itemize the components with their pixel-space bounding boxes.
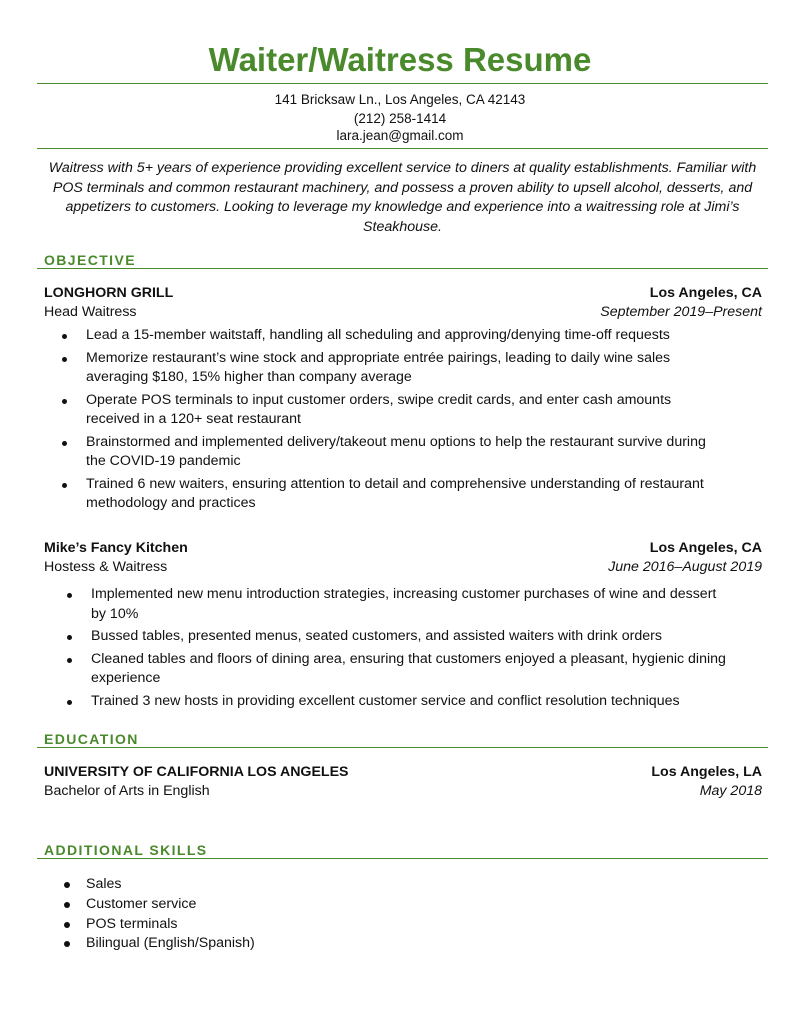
list-item (86, 433, 726, 472)
bullet-text: Cleaned tables and floors of dining area, ensuring that customers enjoyed a pleasant, hygienic dining experience (91, 650, 726, 686)
bullet-icon (67, 635, 72, 640)
list-item (91, 692, 731, 712)
section-heading-objective: OBJECTIVE (44, 252, 136, 268)
job-location: Los Angeles, CA (649, 540, 762, 556)
job-subheader-1 (44, 302, 762, 322)
contact-address: 141 Bricksaw Ln., Los Angeles, CA 42143 (274, 92, 526, 107)
job-dates: June 2016–August 2019 (608, 559, 762, 575)
job-subheader-2 (44, 557, 762, 577)
skills-list (86, 875, 486, 954)
bullet-text: Bussed tables, presented menus, seated customers, and assisted waiters with drink orders (91, 628, 662, 644)
bullet-text: Brainstormed and implemented delivery/takeout menu options to help the restaurant survive during the COVID-19 pandemic (86, 433, 706, 469)
job-employer: LONGHORN GRILL (44, 285, 174, 301)
title-divider (37, 83, 768, 84)
bullet-text: Memorize restaurant’s wine stock and appropriate entrée pairings, leading to daily wine sales averaging $180, 15% higher than company average (86, 349, 671, 385)
contact-email: lara.jean@gmail.com (336, 128, 464, 143)
bullet-icon (64, 882, 70, 888)
skill-text: Sales (86, 876, 122, 892)
list-item (91, 650, 731, 689)
bullet-icon (62, 399, 67, 404)
list-item (91, 627, 731, 647)
objective-divider (37, 268, 768, 269)
bullet-text: Lead a 15-member waitstaff, handling all scheduling and approving/denying time-off requests (86, 327, 670, 343)
graduation-date: May 2018 (699, 783, 762, 799)
skill-text: POS terminals (86, 915, 178, 932)
degree: Bachelor of Arts in English (44, 783, 210, 799)
list-item (86, 895, 486, 915)
list-item (86, 934, 486, 954)
job-dates: September 2019–Present (600, 304, 762, 320)
bullet-icon (62, 441, 67, 446)
bullet-icon (64, 902, 70, 908)
contact-phone: (212) 258-1414 (353, 111, 447, 126)
skill-text: Bilingual (English/Spanish) (86, 935, 255, 952)
list-item (86, 349, 726, 388)
bullet-icon (67, 593, 72, 598)
list-item (86, 326, 726, 346)
section-heading-education: EDUCATION (44, 731, 139, 747)
bullet-icon (62, 357, 67, 362)
job-bullets-1 (86, 326, 726, 517)
bullet-text: Trained 6 new waiters, ensuring attention to detail and comprehensive understanding of restaurant methodology and practices (86, 475, 704, 511)
bullet-text: Implemented new menu introduction strategies, increasing customer purchases of wine and dessert by 10% (91, 586, 717, 622)
job-header-2 (44, 538, 762, 558)
bullet-text: Trained 3 new hosts in providing excellent customer service and conflict resolution techniques (91, 692, 680, 709)
education-subheader (44, 781, 762, 801)
contact-divider (37, 148, 768, 149)
list-item (86, 475, 726, 514)
bullet-icon (67, 658, 72, 663)
resume-title: Waiter/Waitress Resume (208, 41, 592, 78)
education-header (44, 762, 762, 782)
job-bullets-2 (91, 585, 731, 714)
professional-summary: Waitress with 5+ years of experience providing excellent service to diners at quality establishments. Familiar with POS terminals and common restaurant machinery, and possess a proven ability to upsell alcohol, desserts, and appetizers to customers. Looking to leverage my knowledge and experience into a waitressing role at Jimi’s Steakhouse. (48, 160, 757, 235)
job-role: Hostess & Waitress (44, 559, 168, 575)
school-name: UNIVERSITY OF CALIFORNIA LOS ANGELES (44, 764, 349, 780)
list-item (91, 585, 731, 624)
job-role: Head Waitress (44, 304, 137, 320)
bullet-icon (64, 941, 70, 947)
bullet-icon (64, 922, 70, 928)
job-employer: Mike’s Fancy Kitchen (44, 540, 188, 556)
list-item (86, 875, 486, 895)
job-header-1 (44, 283, 762, 303)
bullet-icon (67, 700, 72, 705)
list-item (86, 391, 726, 430)
section-heading-skills: ADDITIONAL SKILLS (44, 842, 208, 858)
bullet-text: Operate POS terminals to input customer orders, swipe credit cards, and enter cash amounts received in a 120+ seat restaurant (86, 391, 672, 427)
skills-divider (37, 858, 768, 859)
school-location: Los Angeles, LA (651, 764, 762, 780)
list-item (86, 915, 486, 935)
job-location: Los Angeles, CA (649, 285, 762, 301)
skill-text: Customer service (86, 895, 197, 912)
bullet-icon (62, 483, 67, 488)
education-divider (37, 747, 768, 748)
bullet-icon (62, 334, 67, 339)
